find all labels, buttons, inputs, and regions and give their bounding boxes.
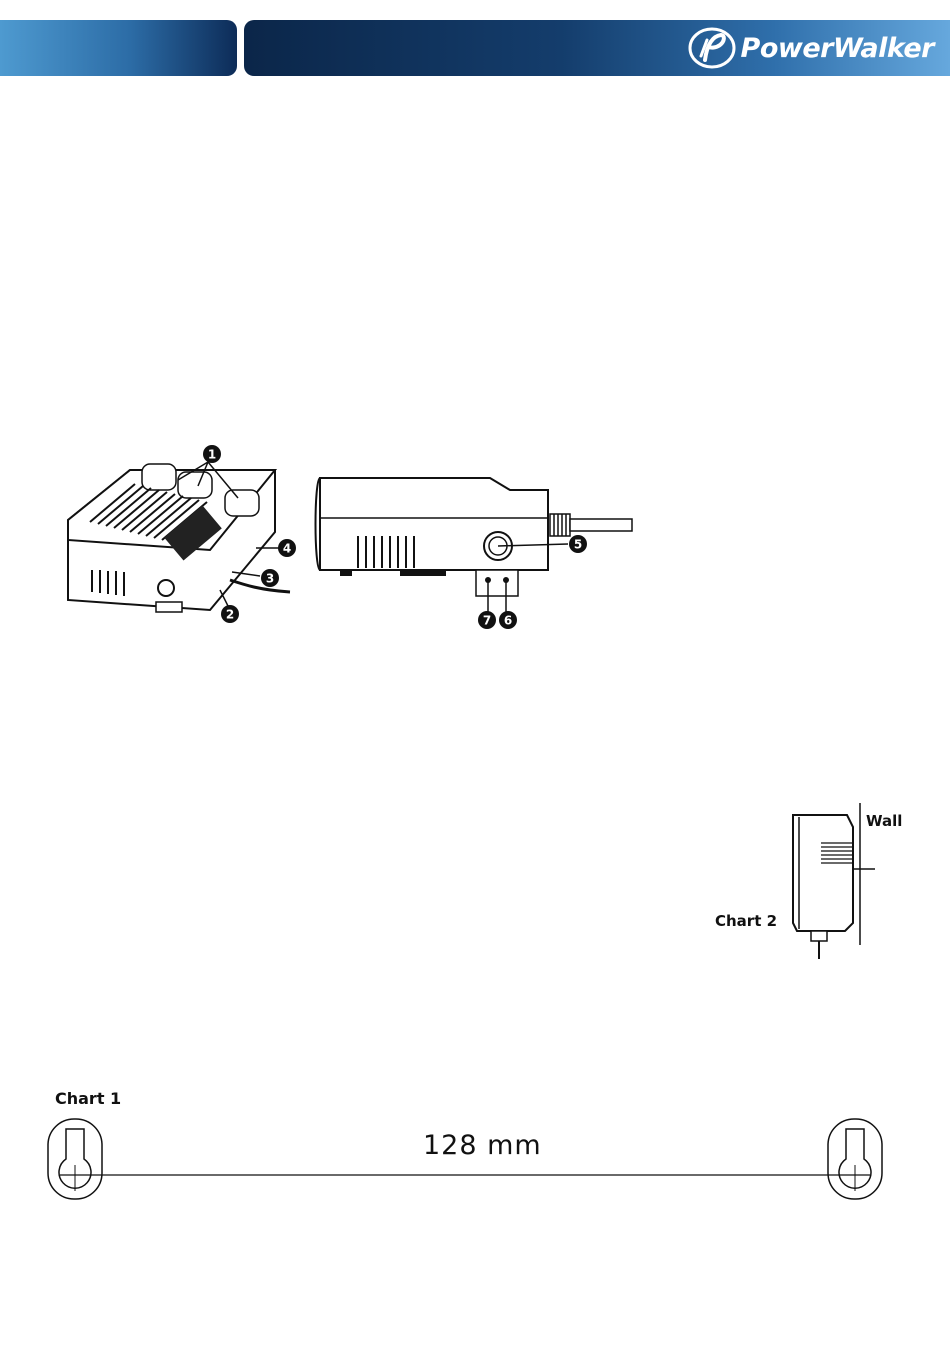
brand-logo bbox=[687, 26, 934, 70]
brand-name: PowerWalker bbox=[740, 32, 934, 64]
ups-perspective-drawing bbox=[60, 440, 300, 630]
callout-number: 6 bbox=[503, 613, 513, 628]
powerwalker-emblem-icon bbox=[687, 26, 737, 70]
wall-label: Wall bbox=[866, 812, 903, 830]
callout-number: 1 bbox=[207, 447, 217, 462]
callout-number: 2 bbox=[225, 607, 235, 622]
callout-number: 5 bbox=[573, 537, 583, 552]
header-bar-left bbox=[0, 20, 237, 76]
ups-side-drawing bbox=[310, 470, 635, 635]
chart2-label: Chart 2 bbox=[715, 912, 778, 930]
callout-number: 7 bbox=[482, 613, 492, 628]
callout-number: 3 bbox=[265, 571, 275, 586]
distance-label: 128 mm bbox=[423, 1130, 542, 1161]
chart1-label: Chart 1 bbox=[55, 1089, 122, 1108]
callout-number: 4 bbox=[282, 541, 292, 556]
